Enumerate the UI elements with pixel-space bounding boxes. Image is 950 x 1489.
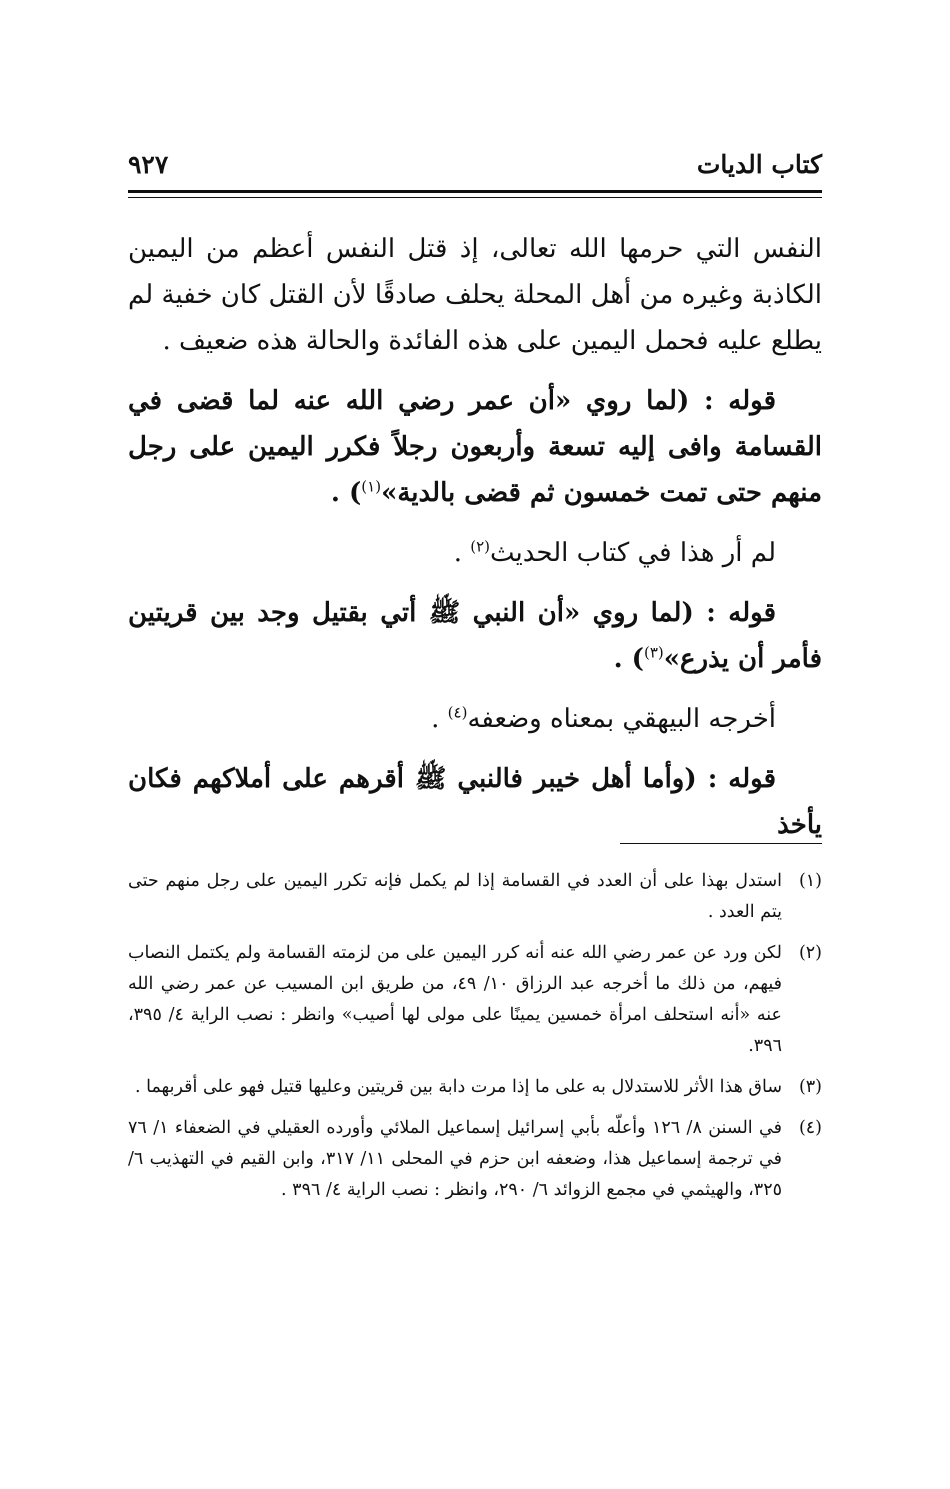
header-rule-thin: [128, 197, 822, 198]
quote-text: (وأما أهل خيبر فالنبي ﷺ أقرهم على أملاكهم فكان يأخذ: [128, 764, 822, 840]
commentary-text: لم أر هذا في كتاب الحديث: [490, 538, 776, 568]
footnote: [128, 1113, 822, 1206]
page-number: ٩٢٧: [128, 149, 169, 179]
paragraph: [128, 696, 822, 742]
footnote-number: (٤): [798, 1118, 822, 1138]
quoted-passage: [128, 590, 822, 682]
footnote-number: (٣): [798, 1077, 822, 1097]
quote-text: (لما روي «أن النبي ﷺ أتي بقتيل وجد بين قريتين فأمر أن يذرع»: [128, 598, 822, 674]
chapter-title: كتاب الديات: [696, 149, 822, 179]
footnote-ref[interactable]: (٣): [643, 643, 664, 662]
footnote-ref[interactable]: (١): [361, 477, 382, 496]
quote-label: قوله :: [706, 598, 777, 628]
footnote-ref[interactable]: (٤): [447, 703, 468, 722]
footnote: [128, 866, 822, 928]
quote-close: ) .: [330, 478, 362, 508]
footnote-number: (٢): [798, 943, 822, 963]
sentence-end: .: [431, 704, 448, 734]
footnote-separator: [620, 843, 822, 844]
paragraph: [128, 530, 822, 576]
quote-close: ) .: [613, 644, 644, 674]
running-header: [128, 142, 822, 186]
footnote: [128, 1072, 822, 1103]
paragraph: النفس التي حرمها الله تعالى، إذ قتل النفس أعظم من اليمين الكاذبة وغيره من أهل المحلة يحلف صادقًا لأن القتل كان خفية لم يطلع عليه فحمل اليمين على هذه الفائدة والحالة هذه ضعيف .: [128, 234, 822, 356]
footnote-text: استدل بهذا على أن العدد في القسامة إذا لم يكمل فإنه تكرر اليمين على رجل منهم حتى يتم العدد .: [128, 871, 782, 922]
quote-label: قوله :: [707, 764, 777, 794]
quoted-passage: [128, 756, 822, 848]
footnote-text: في السنن ٨/ ١٢٦ وأعلّه بأبي إسرائيل إسماعيل الملائي وأورده العقيلي في الضعفاء ١/ ٧٦ في ترجمة إسماعيل هذا، وضعفه ابن حزم في المحلى ١١/ ٣١٧، وابن القيم في التهذيب ٦/ ٣٢٥، والهيثمي في مجمع الزوائد ٦/ ٢٩٠، وانظر : نصب الراية ٤/ ٣٩٦ .: [128, 1118, 782, 1200]
sentence-end: .: [453, 538, 471, 568]
quote-label: قوله :: [703, 386, 776, 416]
footnote-text: لكن ورد عن عمر رضي الله عنه أنه كرر اليمين على من لزمته القسامة ولم يكتمل النصاب فيهم، من ذلك ما أخرجه عبد الرزاق ١٠/ ٤٩، من طريق ابن المسيب عن عمر رضي الله عنه «أنه استحلف امرأة خمسين يمينًا على مولى لها أصيب» وانظر : نصب الراية ٤/ ٣٩٥، ٣٩٦.: [128, 943, 782, 1056]
footnote-ref[interactable]: (٢): [470, 537, 491, 556]
quoted-passage: [128, 378, 822, 516]
commentary-text: أخرجه البيهقي بمعناه وضعفه: [467, 704, 776, 734]
header-rule: [128, 190, 822, 193]
quote-text: (لما روي «أن عمر رضي الله عنه لما قضى في القسامة وافى إليه تسعة وأربعون رجلاً فكرر اليمين على رجل منهم حتى تمت خمسون ثم قضى بالدية»: [128, 386, 822, 508]
footnote: [128, 938, 822, 1062]
footnote-text: ساق هذا الأثر للاستدلال به على ما إذا مرت دابة بين قريتين وعليها قتيل فهو على أقربهما .: [134, 1077, 782, 1097]
main-text: [128, 226, 822, 848]
footnote-number: (١): [798, 871, 822, 891]
footnotes: [128, 866, 822, 1206]
